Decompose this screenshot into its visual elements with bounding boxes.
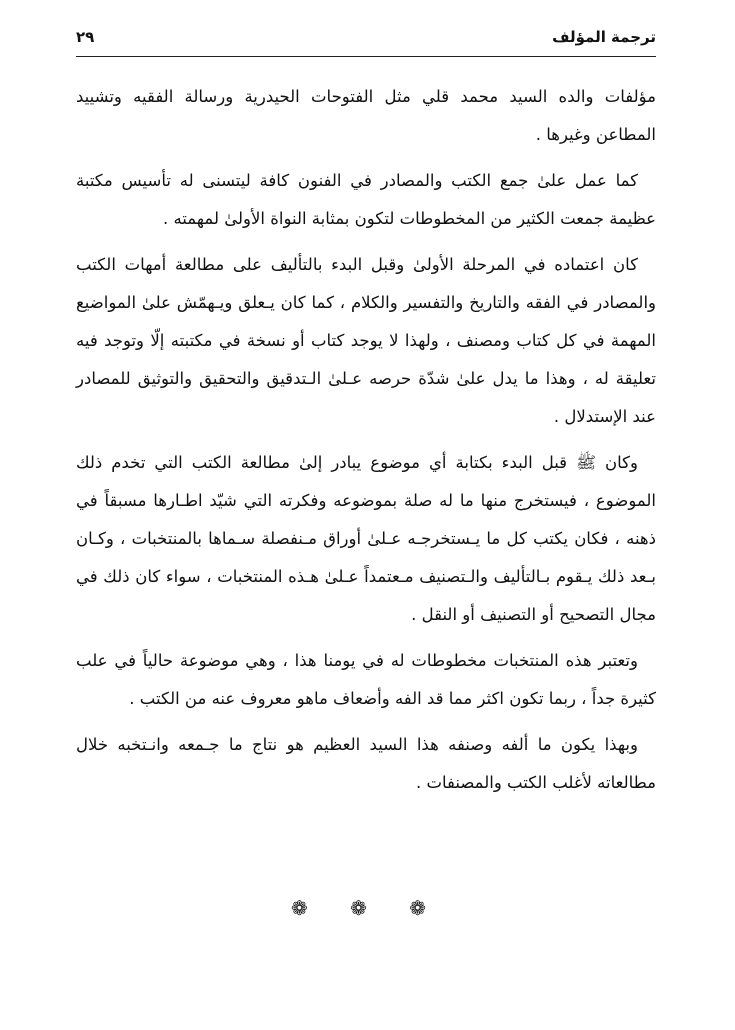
paragraph: وكان ﷺ قبل البدء بكتابة أي موضوع يبادر إلىٰ مطالعة الكتب التي تخدم ذلك الموضوع ، فيستخرج منها ما له صلة بموضوعه وفكرته التي شيّد اطـارها مسبقاً في ذهنه ، فكان يكتب كل ما يـستخرجـه عـلىٰ أوراق مـنفصلة سـماها بالمنتخبات ، وكـان بـعد ذلك يـقوم بـالتأليف والـتصنيف مـعتمداً عـلىٰ هـذه المنتخبات ، سواء كان ذلك في مجال التصحيح أو التصنيف أو النقل . xyxy=(76,453,656,624)
section-separator: ❁ ❁ ❁ xyxy=(291,896,444,920)
paragraph: وبهذا يكون ما ألفه وصنفه هذا السيد العظيم هو نتاج ما جـمعه وانـتخبه خلال مطالعاته لأغلب الكتب والمصنفات . xyxy=(76,735,656,792)
page-header xyxy=(76,24,656,57)
body-text xyxy=(76,78,656,810)
paragraph: كان اعتماده في المرحلة الأولىٰ وقبل البدء بالتأليف على مطالعة أمهات الكتب والمصادر في الفقه والتاريخ والتفسير والكلام ، كما كان يـعلق ويـهمّش علىٰ المواضيع المهمة في كل كتاب ومصنف ، ولهذا لا يوجد كتاب أو نسخة في مكتبته إلّا وتوجد فيه تعليقة له ، وهذا ما يدل علىٰ شدّة حرصه عـلىٰ الـتدقيق والتحقيق والتوثيق للمصادر عند الإستدلال . xyxy=(76,255,656,426)
running-title: ترجمة المؤلف xyxy=(552,28,656,46)
paragraph: وتعتبر هذه المنتخبات مخطوطات له في يومنا هذا ، وهي موضوعة حالياً في علب كثيرة جداً ، ربما تكون اكثر مما قد الفه وأضعاف ماهو معروف عنه من الكتب . xyxy=(76,651,656,708)
paragraph: كما عمل علىٰ جمع الكتب والمصادر في الفنون كافة ليتسنى له تأسيس مكتبة عظيمة جمعت الكثير من المخطوطات لتكون بمثابة النواة الأولىٰ لمهمته . xyxy=(76,171,656,228)
paragraph: مؤلفات والده السيد محمد قلي مثل الفتوحات الحيدرية ورسالة الفقيه وتشييد المطاعن وغيرها . xyxy=(76,87,656,144)
page-number: ٢٩ xyxy=(76,28,95,46)
